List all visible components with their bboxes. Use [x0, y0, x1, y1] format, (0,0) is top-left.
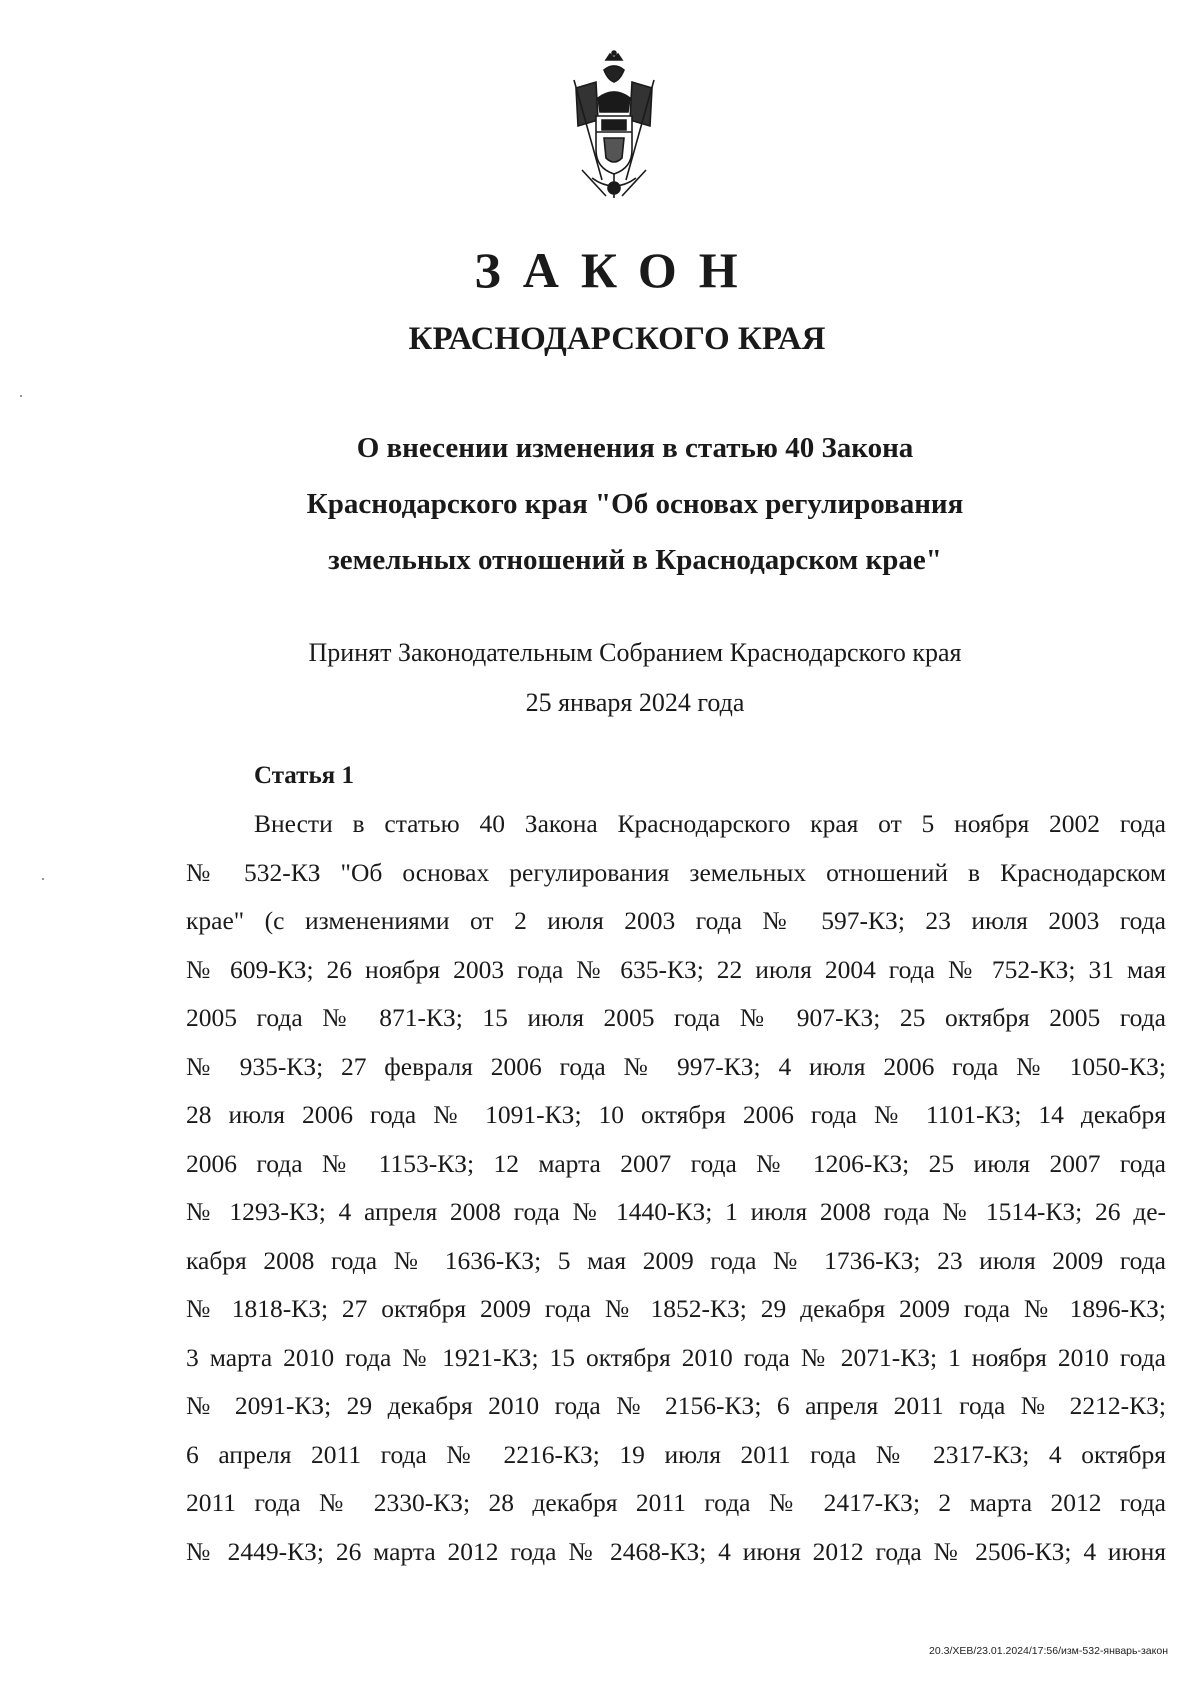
- adoption-date: 25 января 2024 года: [525, 688, 745, 717]
- article-line: кабря 2008 года № 1636-КЗ; 5 мая 2009 года № 1736-КЗ; 23 июля 2009 года: [186, 1245, 1166, 1275]
- article-line: 6 апреля 2011 года № 2216-КЗ; 19 июля 2011 года № 2317-КЗ; 4 октября: [186, 1439, 1166, 1469]
- article-line: № 1293-КЗ; 4 апреля 2008 года № 1440-КЗ; 1 июля 2008 года № 1514-КЗ; 26 де-: [186, 1197, 1166, 1226]
- article-text: [186, 800, 1166, 1576]
- article-line: № 935-КЗ; 27 февраля 2006 года № 997-КЗ; 4 июля 2006 года № 1050-КЗ;: [186, 1051, 1166, 1081]
- article-line: 28 июля 2006 года № 1091-КЗ; 10 октября 2006 года № 1101-КЗ; 14 декабря: [186, 1100, 1166, 1129]
- law-subject: [250, 420, 1020, 588]
- article-line: крае" (с изменениями от 2 июля 2003 года № 597-КЗ; 23 июля 2003 года: [186, 906, 1166, 935]
- coat-of-arms-emblem: [562, 50, 666, 200]
- law-title: ЗАКОН: [474, 242, 760, 298]
- article-line: № 2091-КЗ; 29 декабря 2010 года № 2156-КЗ; 6 апреля 2011 года № 2212-КЗ;: [186, 1391, 1166, 1420]
- document-code: 20.3/ХЕВ/23.01.2024/17:56/изм-532-январь-закон: [929, 1645, 1168, 1657]
- law-subtitle: КРАСНОДАРСКОГО КРАЯ: [408, 321, 826, 357]
- subject-line: Краснодарского края "Об основах регулирования: [306, 488, 964, 520]
- adoption-statement: [250, 628, 1020, 728]
- subject-line: земельных отношений в Краснодарском крае": [328, 544, 942, 576]
- scan-speck: [20, 395, 22, 397]
- article-line: № 609-КЗ; 26 ноября 2003 года № 635-КЗ; 22 июля 2004 года № 752-КЗ; 31 мая: [186, 954, 1166, 984]
- subject-line: О внесении изменения в статью 40 Закона: [356, 432, 914, 464]
- article-line: 3 марта 2010 года № 1921-КЗ; 15 октября 2010 года № 2071-КЗ; 1 ноября 2010 года: [186, 1342, 1166, 1372]
- article-line: № 2449-КЗ; 26 марта 2012 года № 2468-КЗ; 4 июня 2012 года № 2506-КЗ; 4 июня: [186, 1536, 1166, 1566]
- adoption-body: Принят Законодательным Собранием Краснодарского края: [308, 638, 962, 667]
- article-line: 2011 года № 2330-КЗ; 28 декабря 2011 года № 2417-КЗ; 2 марта 2012 года: [186, 1488, 1166, 1517]
- article-line: № 1818-КЗ; 27 октября 2009 года № 1852-КЗ; 29 декабря 2009 года № 1896-КЗ;: [186, 1294, 1166, 1323]
- article-line: 2005 года № 871-КЗ; 15 июля 2005 года № 907-КЗ; 25 октября 2005 года: [186, 1003, 1166, 1032]
- article-line: 2006 года № 1153-КЗ; 12 марта 2007 года № 1206-КЗ; 25 июля 2007 года: [186, 1148, 1166, 1178]
- scan-speck: [42, 878, 44, 880]
- article-heading: Статья 1: [254, 762, 354, 789]
- article-line: № 532-КЗ "Об основах регулирования земельных отношений в Краснодарском: [186, 857, 1166, 887]
- article-line: Внести в статью 40 Закона Краснодарского края от 5 ноября 2002 года: [254, 809, 1166, 838]
